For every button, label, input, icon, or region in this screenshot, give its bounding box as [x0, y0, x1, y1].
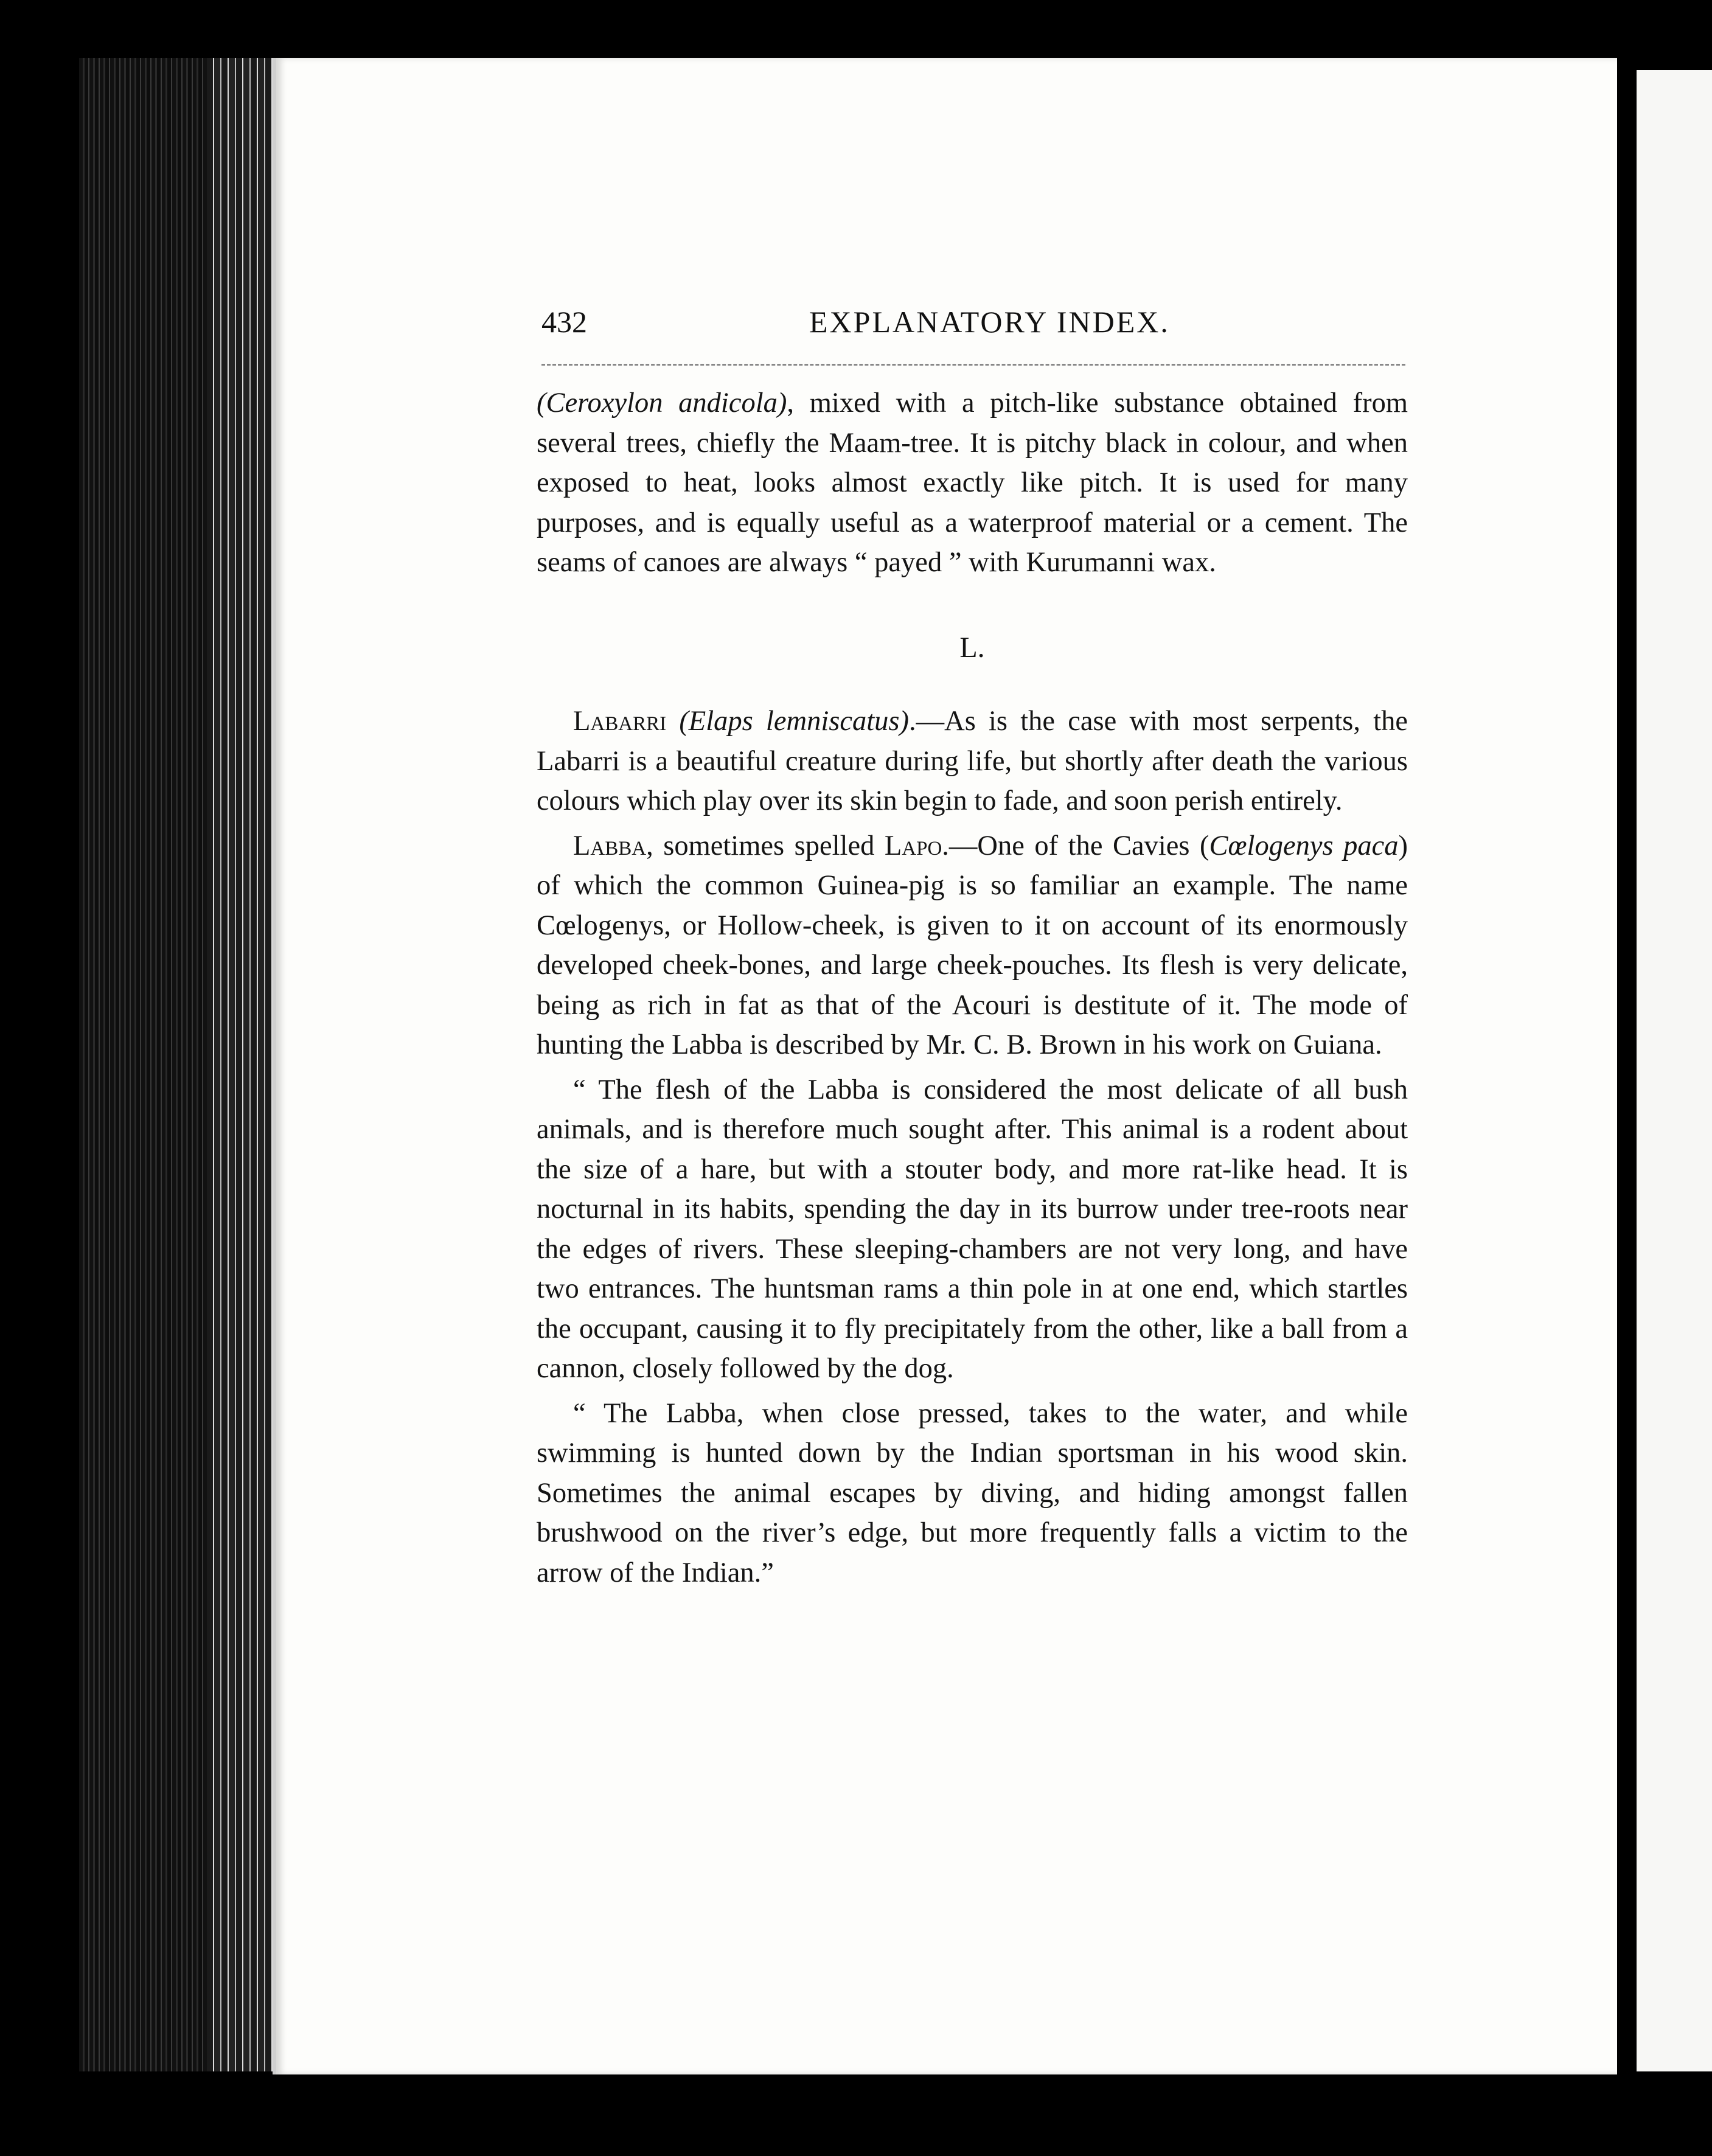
- entry-text: , sometimes spelled: [646, 830, 885, 861]
- quote-paragraph-2: “ The Labba, when close pressed, takes to the water, and while swimming is hunted down by the Indian sportsman in his wood skin. Sometimes the animal escapes by diving, and hiding amongst fallen brushwood on the river’s edge, but more frequently falls a victim to the arrow of the Indian.”: [537, 1397, 1408, 1588]
- paragraph-text: , mixed with a pitch-like substance obtained from several trees, chiefly the Maam-tree. It is pitchy black in colour, and when exposed to heat, looks almost exactly like pitch. It is used for many purposes, and is equally useful as a waterproof material or a cement. The seams of canoes are always “ payed ” with Kurumanni wax.: [537, 388, 1408, 578]
- section-letter: L.: [959, 631, 985, 664]
- entry-text: ) of which the common Guinea-pig is so familiar an example. The name Cœlogenys, or Hollow-cheek, is given to it on account of its enormously developed cheek-bones, and large cheek-pouches. Its flesh is very delicate, being as rich in fat as that of the Acouri is destitute of it. The mode of hunting the Labba is described by Mr. C. B. Brown in his work on Guiana.: [537, 830, 1408, 1060]
- entry-head: Labba: [573, 830, 647, 861]
- page-header: [541, 304, 1405, 347]
- running-head: EXPLANATORY INDEX.: [809, 305, 1170, 339]
- page-gutter: [1617, 58, 1637, 2078]
- entry-text: .—One of the Cavies (: [942, 830, 1209, 861]
- latin-name: (Elaps lemniscatus): [679, 706, 909, 737]
- page-stack-edges: [207, 58, 280, 2071]
- page-number: 432: [541, 305, 587, 339]
- latin-name: Cœlogenys paca: [1209, 830, 1399, 861]
- next-page-edge: [1637, 70, 1712, 2071]
- quote-paragraph-1: “ The flesh of the Labba is considered the most delicate of all bush animals, and is therefore much sought after. This animal is a rodent about the size of a hare, but with a stouter body, and more rat-like head. It is nocturnal in its habits, spending the day in its burrow under tree-roots near the edges of rivers. These sleeping-chambers are not very long, and have two entrances. The huntsman rams a thin pole in at one end, which startles the occupant, causing it to fly precipitately from the other, like a ball from a cannon, closely followed by the dog.: [537, 1074, 1408, 1384]
- entry-labarri: [537, 701, 1408, 821]
- entry-text: .—As is the case with most serpents, the Labarri is a beautiful creature during life, but shortly after death the various colours which play over its skin begin to fade, and soon perish entirely.: [537, 706, 1408, 816]
- entry-head: Labarri: [573, 706, 667, 737]
- continuation-paragraph: [537, 383, 1408, 583]
- entry-labba: [537, 826, 1408, 1065]
- body-text: [537, 383, 1408, 1593]
- latin-name: (Ceroxylon andicola): [537, 388, 787, 419]
- header-rule: [541, 364, 1405, 366]
- entry-alt-name: Lapo: [884, 830, 942, 861]
